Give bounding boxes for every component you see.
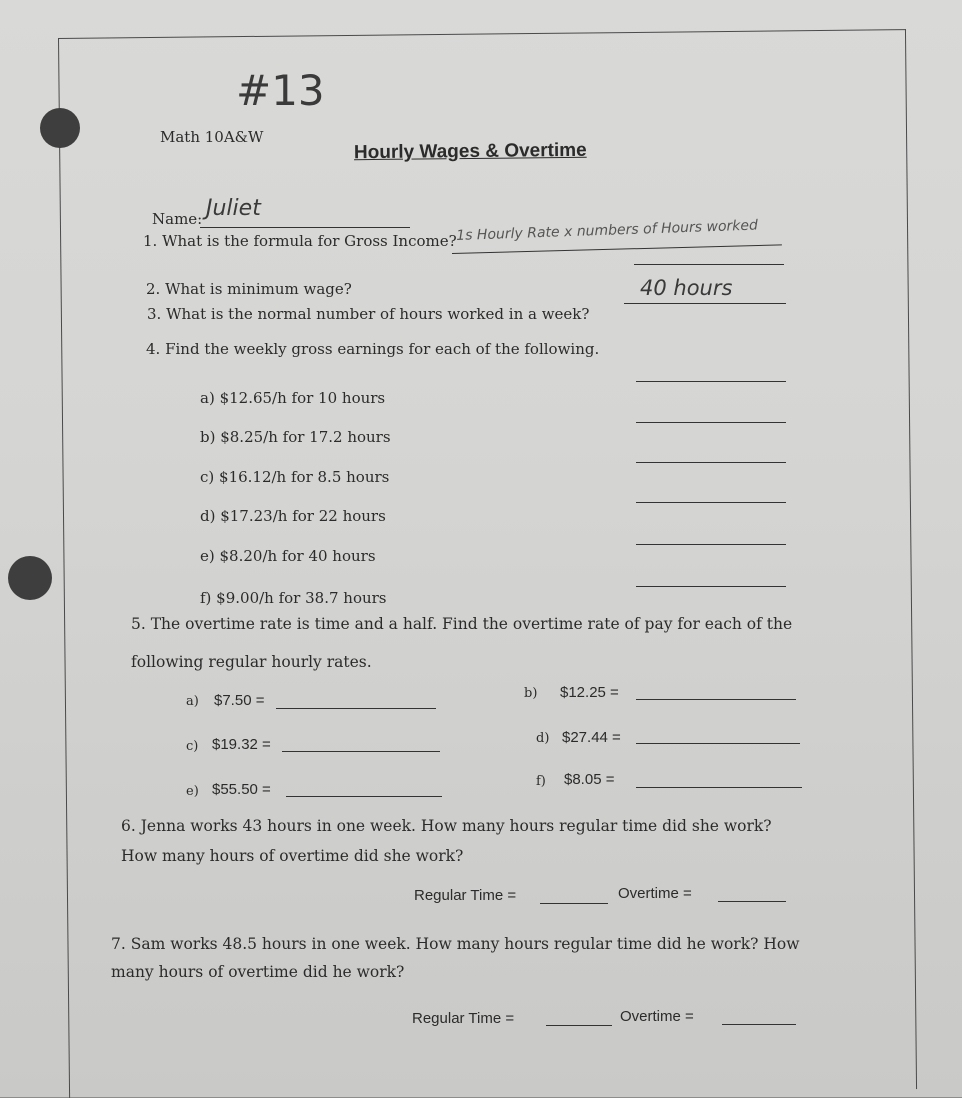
question-3: 3. What is the normal number of hours worked in a week? [147, 305, 590, 323]
q5-a-answer-line [276, 708, 436, 709]
q5-item-e-expr: $55.50 = [212, 781, 271, 798]
q7-regular-answer-line [546, 1025, 612, 1026]
q5-d-answer-line [636, 743, 800, 744]
question-5-line-2: following regular hourly rates. [131, 653, 372, 671]
name-line [200, 227, 410, 228]
q7-overtime-answer-line [722, 1024, 796, 1025]
q5-f-answer-line [636, 787, 802, 788]
question-6-line-2: How many hours of overtime did she work? [121, 847, 464, 865]
q4-c-answer-line [636, 462, 786, 463]
q4-item-b: b) $8.25/h for 17.2 hours [200, 428, 391, 446]
q4-b-answer-line [636, 422, 786, 423]
q3-answer-line [624, 303, 786, 304]
q4-item-f: f) $9.00/h for 38.7 hours [200, 589, 387, 607]
punch-hole-top [40, 108, 80, 148]
q5-item-e-letter: e) [186, 784, 199, 799]
q5-item-b-expr: $12.25 = [560, 684, 619, 701]
question-6-line-1: 6. Jenna works 43 hours in one week. How many hours regular time did she work? [121, 817, 772, 835]
q4-item-a: a) $12.65/h for 10 hours [200, 389, 386, 407]
q6-overtime-label: Overtime = [618, 885, 692, 902]
q5-item-a-letter: a) [186, 694, 199, 709]
q5-item-d-expr: $27.44 = [562, 729, 621, 746]
question-7-line-2: many hours of overtime did he work? [111, 963, 405, 981]
q4-item-e: e) $8.20/h for 40 hours [200, 547, 376, 565]
worksheet-number: #13 [236, 66, 325, 115]
question-4: 4. Find the weekly gross earnings for each of the following. [146, 340, 600, 358]
question-2: 2. What is minimum wage? [146, 280, 352, 298]
q4-item-c: c) $16.12/h for 8.5 hours [200, 468, 390, 486]
q5-e-answer-line [286, 796, 442, 797]
name-value: Juliet [206, 196, 261, 221]
course-label: Math 10A&W [160, 128, 264, 146]
q5-b-answer-line [636, 699, 796, 700]
q6-overtime-answer-line [718, 901, 786, 902]
q2-answer-line [634, 264, 784, 265]
q4-item-d: d) $17.23/h for 22 hours [200, 507, 386, 525]
q5-item-b-letter: b) [524, 686, 538, 701]
q7-regular-label: Regular Time = [412, 1010, 515, 1027]
q4-f-answer-line [636, 586, 786, 587]
q1-answer: 1s Hourly Rate x numbers of Hours worked [456, 217, 759, 244]
name-label: Name: [152, 210, 203, 228]
q4-a-answer-line [636, 381, 786, 382]
q4-d-answer-line [636, 502, 786, 503]
q6-regular-answer-line [540, 903, 608, 904]
q5-item-f-letter: f) [536, 774, 546, 789]
q4-e-answer-line [636, 544, 786, 545]
q5-item-d-letter: d) [536, 731, 550, 746]
question-5-line-1: 5. The overtime rate is time and a half. Find the overtime rate of pay for each of the [131, 615, 793, 633]
question-7-line-1: 7. Sam works 48.5 hours in one week. How many hours regular time did he work? How [111, 935, 800, 953]
q5-item-a-expr: $7.50 = [214, 692, 265, 709]
q5-item-c-letter: c) [186, 739, 199, 754]
q7-overtime-label: Overtime = [620, 1008, 694, 1025]
q3-answer: 40 hours [640, 276, 733, 300]
q5-c-answer-line [282, 751, 440, 752]
question-1: 1. What is the formula for Gross Income? [143, 232, 457, 250]
page-title: Hourly Wages & Overtime [353, 139, 587, 164]
q5-item-c-expr: $19.32 = [212, 736, 271, 753]
punch-hole-middle [8, 556, 52, 600]
q5-item-f-expr: $8.05 = [564, 771, 615, 788]
q6-regular-label: Regular Time = [414, 887, 517, 904]
